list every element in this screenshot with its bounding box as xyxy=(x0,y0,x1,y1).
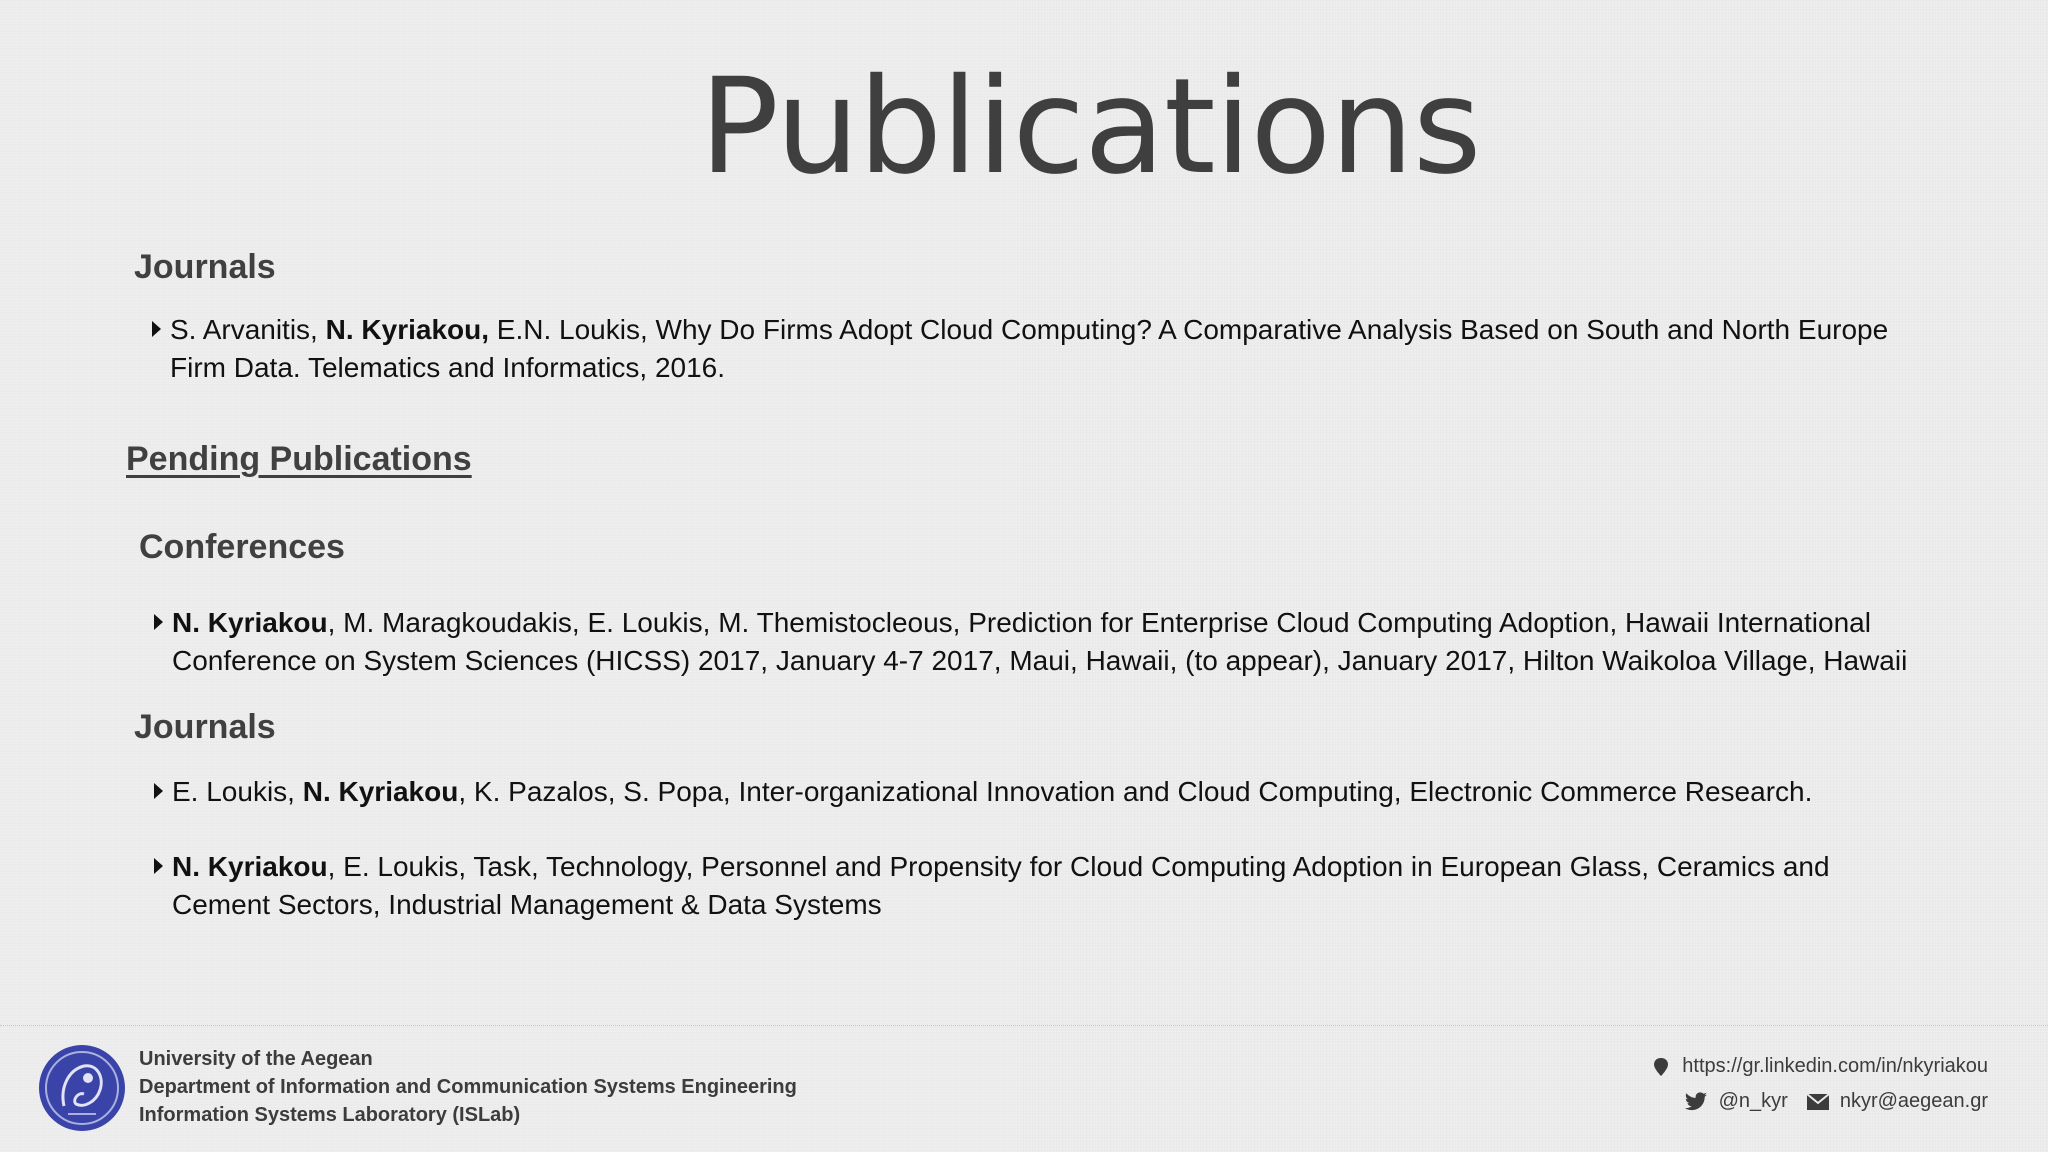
bullet-triangle-icon xyxy=(154,614,163,630)
publication-item: N. Kyriakou, M. Maragkoudakis, E. Loukis, M. Themistocleous, Prediction for Enterprise Cloud Computing Adoption, Hawaii International Conference on System Sciences (HICSS) 2017, January 4-7 2017, Maui, Hawaii, (to appear), January 2017, Hilton Waikoloa Village, Hawaii xyxy=(154,604,1952,680)
conferences-heading: Conferences xyxy=(139,528,345,566)
mail-icon xyxy=(1806,1093,1830,1111)
publication-item: E. Loukis, N. Kyriakou, K. Pazalos, S. Popa, Inter-organizational Innovation and Cloud Computing, Electronic Commerce Research. xyxy=(154,773,1952,811)
pending-journals-heading: Journals xyxy=(134,708,276,746)
linkedin-link[interactable]: https://gr.linkedin.com/in/nkyriakou xyxy=(1682,1055,1988,1077)
location-pin-icon xyxy=(1650,1056,1672,1078)
twitter-handle[interactable]: @n_kyr xyxy=(1718,1090,1788,1112)
email-link[interactable]: nkyr@aegean.gr xyxy=(1839,1090,1988,1112)
footer-divider xyxy=(0,1025,2048,1026)
publication-item: N. Kyriakou, E. Loukis, Task, Technology, Personnel and Propensity for Cloud Computing Adoption in European Glass, Ceramics and Cement Sectors, Industrial Management & Data Systems xyxy=(154,848,1952,924)
twitter-icon xyxy=(1683,1091,1709,1113)
page-title: Publications xyxy=(699,50,1481,204)
pending-publications-heading: Pending Publications xyxy=(126,440,472,478)
journals-heading: Journals xyxy=(134,248,276,286)
social-contacts xyxy=(1683,1090,1988,1113)
linkedin-contact xyxy=(1650,1055,1988,1078)
organization-info: University of the Aegean Department of Information and Communication Systems Engineering Information Systems Laboratory (ISLab) xyxy=(139,1048,797,1126)
publication-item: S. Arvanitis, N. Kyriakou, E.N. Loukis, Why Do Firms Adopt Cloud Computing? A Comparative Analysis Based on South and North Europe Firm Data. Telematics and Informatics, 2016. xyxy=(152,311,1930,387)
university-seal-icon xyxy=(38,1044,126,1132)
bullet-triangle-icon xyxy=(152,321,161,337)
bullet-triangle-icon xyxy=(154,858,163,874)
bullet-triangle-icon xyxy=(154,783,163,799)
